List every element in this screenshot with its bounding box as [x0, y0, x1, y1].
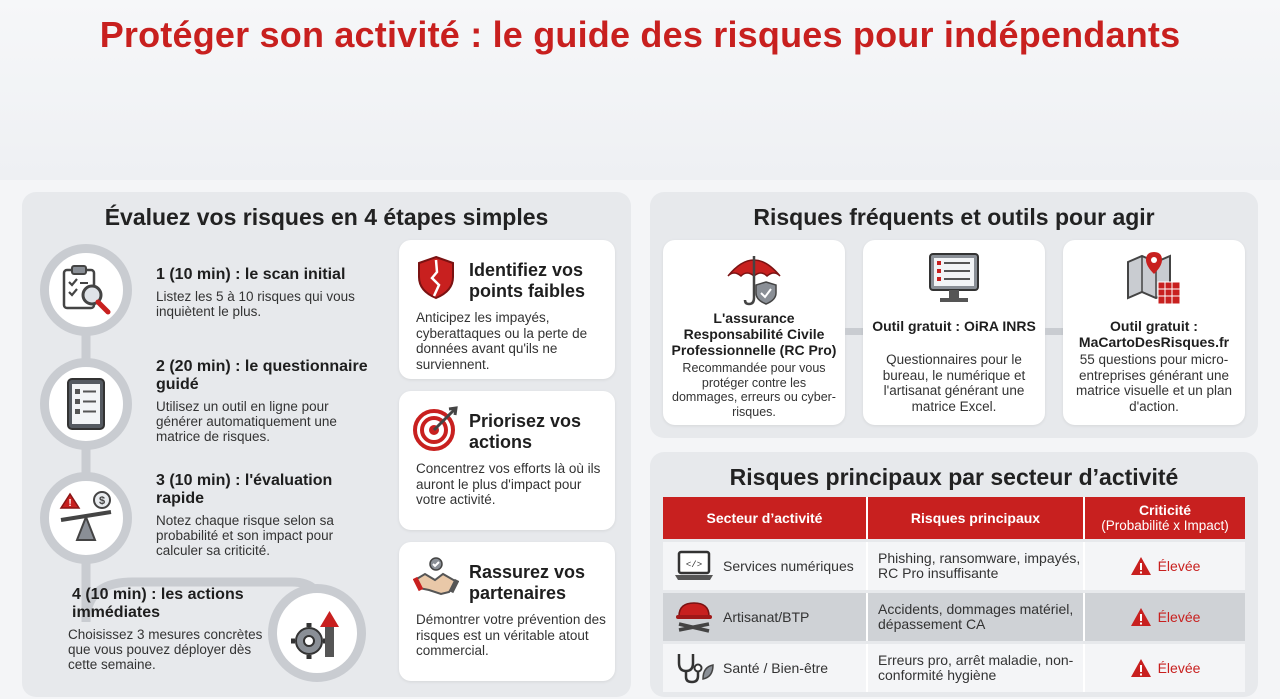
step-3-desc: Notez chaque risque selon sa probabilité et son impact pour calculer sa criticité. — [156, 513, 334, 558]
col-risks: Risques principaux — [866, 497, 1083, 539]
handshake-icon — [413, 556, 459, 602]
warning-icon — [1130, 556, 1152, 576]
tablet-checklist-icon — [60, 376, 112, 432]
col-criticity-sub: (Probabilité x Impact) — [1101, 518, 1229, 533]
step-1 — [156, 266, 371, 319]
sector-table — [663, 497, 1245, 692]
step-4-desc: Choisissez 3 mesures concrètes que vous pouvez déployer dès cette semaine. — [68, 627, 263, 672]
table-row — [663, 644, 1245, 692]
card-reassure-title: Rassurez vos partenaires — [469, 562, 586, 603]
table-row — [663, 542, 1245, 590]
sector-heading: Risques principaux par secteur d’activité — [729, 464, 1179, 490]
tools-heading: Risques fréquents et outils pour agir — [753, 204, 1155, 230]
tool-macarto-desc: 55 questions pour micro-entreprises générant une matrice visuelle et un plan d'action. — [1075, 352, 1233, 414]
step-3-title: 3 (10 min) : l'évaluation rapide — [156, 472, 333, 507]
tool-connector — [1045, 328, 1063, 335]
tool-rc-pro-title: L'assurance Responsabilité Civile Professionnelle (RC Pro) — [671, 310, 837, 358]
card-weak-points-desc: Anticipez les impayés, cyberattaques ou la perte de données avant qu'ils ne surviennent. — [416, 310, 588, 372]
tool-macarto — [1063, 240, 1245, 425]
cracked-shield-icon — [413, 254, 459, 300]
sector-cell — [663, 644, 866, 692]
criticity-cell — [1083, 593, 1245, 641]
step-2-badge — [40, 358, 132, 450]
step-4-title: 4 (10 min) : les actions immédiates — [72, 586, 244, 621]
tool-oira-desc: Questionnaires pour le bureau, le numérique et l'artisanat générant une matrice Excel. — [882, 352, 1026, 414]
sector-cell — [663, 593, 866, 641]
step-1-title: 1 (10 min) : le scan initial — [156, 266, 346, 283]
tool-rc-pro-desc: Recommandée pour vous protéger contre les dommages, erreurs ou cyber-risques. — [672, 361, 836, 419]
sector-panel — [650, 452, 1258, 697]
map-grid-icon — [1124, 248, 1184, 308]
risks-cell: Accidents, dommages matériel, dépassement CA — [866, 593, 1083, 641]
card-prioritize — [399, 391, 615, 530]
card-prioritize-desc: Concentrez vos efforts là où ils auront le plus d'impact pour votre activité. — [416, 461, 601, 507]
card-prioritize-title: Priorisez vos actions — [469, 411, 582, 452]
page-title: Protéger son activité : le guide des risques pour indépendants — [99, 14, 1181, 55]
col-criticity-label: Criticité — [1138, 502, 1192, 518]
card-reassure-desc: Démontrer votre prévention des risques est un véritable atout commercial. — [416, 612, 606, 658]
col-criticity — [1083, 497, 1245, 539]
warning-icon — [1130, 607, 1152, 627]
step-2-title: 2 (20 min) : le questionnaire guidé — [156, 358, 368, 393]
svg-text:</>: </> — [685, 560, 703, 570]
risks-cell: Erreurs pro, arrêt maladie, non-conformité hygiène — [866, 644, 1083, 692]
gear-arrow-up-icon — [287, 603, 347, 663]
laptop-code-icon — [673, 549, 715, 583]
umbrella-shield-icon — [724, 248, 784, 308]
sector-label: Santé / Bien-être — [723, 659, 829, 676]
svg-text:!: ! — [68, 498, 72, 509]
tool-rc-pro — [663, 240, 845, 425]
tool-connector — [845, 328, 863, 335]
criticity-label: Élevée — [1157, 557, 1201, 574]
criticity-cell — [1083, 542, 1245, 590]
stethoscope-leaf-icon — [673, 651, 715, 685]
step-4-badge — [268, 584, 366, 682]
target-icon — [413, 405, 459, 451]
clipboard-magnifier-icon — [58, 262, 114, 318]
criticity-cell — [1083, 644, 1245, 692]
step-2-desc: Utilisez un outil en ligne pour générer automatiquement une matrice de risques. — [156, 399, 337, 444]
col-sector: Secteur d’activité — [663, 497, 866, 539]
warning-icon — [1130, 658, 1152, 678]
sector-label: Services numériques — [723, 557, 854, 574]
table-row — [663, 593, 1245, 641]
monitor-checklist-icon — [924, 248, 984, 308]
step-4 — [68, 586, 268, 672]
balance-scale-icon — [55, 490, 117, 546]
card-reassure — [399, 542, 615, 681]
risks-cell: Phishing, ransomware, impayés, RC Pro insuffisante — [866, 542, 1083, 590]
step-3-badge — [40, 472, 132, 564]
step-1-desc: Listez les 5 à 10 risques qui vous inquiètent le plus. — [156, 289, 355, 319]
table-header — [663, 497, 1245, 539]
tool-macarto-title: Outil gratuit : MaCartoDesRisques.fr — [1078, 318, 1230, 350]
steps-panel — [22, 192, 631, 697]
card-weak-points — [399, 240, 615, 379]
tool-oira — [863, 240, 1045, 425]
criticity-label: Élevée — [1157, 608, 1201, 625]
steps-heading: Évaluez vos risques en 4 étapes simples — [104, 204, 549, 230]
step-2 — [156, 358, 371, 444]
tools-panel — [650, 192, 1258, 438]
sector-label: Artisanat/BTP — [723, 608, 810, 625]
card-weak-points-title: Identifiez vos points faibles — [469, 260, 586, 301]
step-1-badge — [40, 244, 132, 336]
svg-text:$: $ — [98, 495, 106, 507]
sector-cell — [663, 542, 866, 590]
criticity-label: Élevée — [1157, 659, 1201, 676]
tool-oira-title: Outil gratuit : OiRA INRS — [872, 318, 1036, 334]
step-3 — [156, 472, 371, 558]
hardhat-tools-icon — [673, 600, 715, 634]
